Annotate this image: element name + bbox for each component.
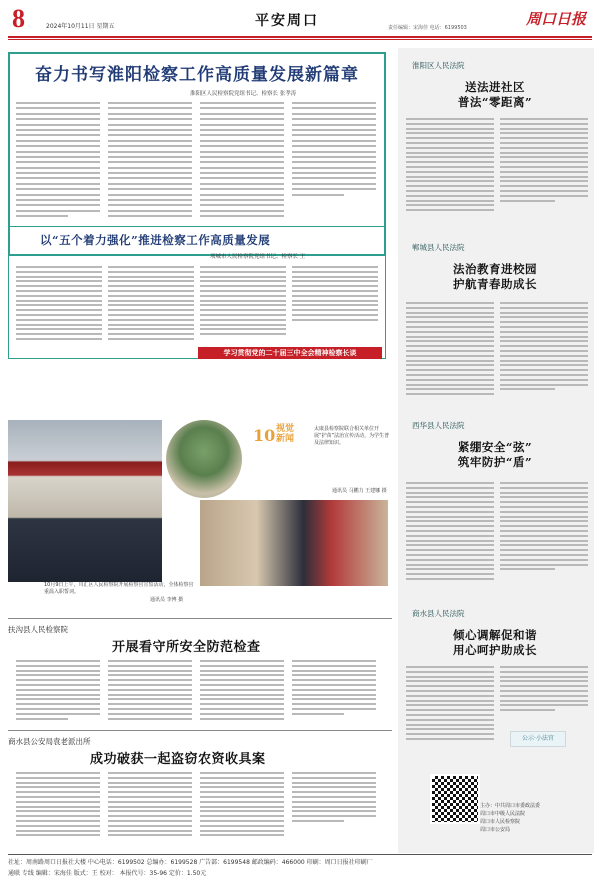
photo-campus-round: [166, 420, 242, 498]
article2-body-col3: [200, 266, 286, 346]
right-section2-body-col2: [500, 302, 588, 418]
right-section4-title-line2: 用心呵护助成长: [453, 643, 537, 657]
section2-body-col2: [108, 772, 192, 848]
section-title: 平安周口: [255, 13, 319, 29]
right-section1-body-col2: [500, 118, 588, 230]
page-number: 8: [12, 4, 25, 33]
right-stamp: 公示·小法官: [510, 731, 566, 747]
section1-body-col1: [16, 660, 100, 724]
lead-article-body-col2: [108, 102, 192, 222]
right-section2-title-line2: 护航青春助成长: [453, 277, 537, 291]
right-section3-unit: 西华县人民法院: [412, 421, 465, 430]
section2-unit: 商水县公安局袁老派出所: [8, 737, 91, 746]
right-section3-title[interactable]: [410, 440, 580, 470]
section1-body-col4: [292, 660, 376, 724]
right-section4-body-col2: [500, 666, 588, 728]
host-line-2: 周口市中级人民法院: [480, 811, 526, 817]
right-section3-body-col2: [500, 482, 588, 602]
article2-title[interactable]: 以“五个着力强化”推进检察工作高质量发展: [40, 233, 271, 247]
footer-address: 社址：周南路周口日报社大楼 中心电话：6199502 总编办：6199528 广告部：6199548 邮政编码：466000 印刷：周口日报社印刷厂: [8, 859, 373, 866]
right-section3-title-line2: 筑牢防护“盾”: [457, 455, 533, 469]
lead-article-body-col1: [16, 102, 100, 222]
host-line-4: 周口市公安局: [480, 827, 511, 833]
right-section2-title-line1: 法治教育进校园: [453, 262, 537, 276]
section2-body-col1: [16, 772, 100, 848]
series-banner: 学习贯彻党的二十届三中全会精神检察长谈: [198, 347, 382, 359]
right-section4-unit: 商水县人民法院: [412, 609, 465, 618]
lead-article-body-col4: [292, 102, 376, 222]
right-section4-body-col1: [406, 666, 494, 762]
editor-info: 责任编辑：宋海佳 电话：6199503: [388, 25, 467, 31]
section-divider-2: [8, 730, 392, 731]
video-news-label: [276, 424, 294, 444]
issue-date: 2024年10月11日 星期五: [46, 23, 115, 30]
photo-credit: 通讯员 李博 摄: [150, 597, 184, 603]
article2-byline: 项城市人民检察院党组书记、检察长 王: [210, 254, 306, 260]
right-section1-title-line1: 送法进社区: [465, 80, 525, 94]
section2-title[interactable]: 成功破获一起盗窃农资收具案: [90, 752, 266, 767]
right-section2-unit: 郸城县人民法院: [412, 243, 465, 252]
video-news-label-2: 新闻: [276, 434, 295, 444]
photo-school-event: [200, 500, 388, 586]
right-section2-body-col1: [406, 302, 494, 418]
header-rule-thin: [8, 39, 592, 40]
lead-article-title[interactable]: 奋力书写淮阳检察工作高质量发展新篇章: [35, 65, 359, 85]
right-section4-title-line1: 倾心调解促和谐: [453, 628, 537, 642]
right-section3-body-col1: [406, 482, 494, 602]
section1-body-col3: [200, 660, 284, 724]
header-rule: [8, 36, 592, 38]
video-news-credit: 通讯员 马鹏力 王建娜 摄: [332, 488, 387, 494]
right-section4-title[interactable]: [410, 628, 580, 658]
right-section3-title-line1: 紧绷安全“弦”: [457, 440, 533, 454]
host-line-1: 主办：中共周口市委政法委: [480, 803, 541, 809]
footer-rule: [8, 854, 592, 855]
article2-body-col4: [292, 266, 378, 346]
section2-body-col3: [200, 772, 284, 848]
right-section1-title-line2: 普法“零距离”: [457, 95, 533, 109]
section1-unit: 扶沟县人民检察院: [8, 625, 68, 634]
footer-editorial: 通联 专线 编辑：宋海佳 版式：王 校对： 本报代号：35-96 定价：1.50元: [8, 870, 207, 877]
video-news-number: 10: [253, 426, 276, 445]
right-section2-title[interactable]: [410, 262, 580, 292]
photo-prosecutor-oath: [8, 420, 162, 582]
qr-code[interactable]: [430, 774, 480, 824]
host-line-3: 周口市人民检察院: [480, 819, 521, 825]
host-info: [480, 802, 540, 834]
section1-title[interactable]: 开展看守所安全防范检查: [112, 640, 261, 655]
lead-article-byline: 淮阳区人民检察院党组书记、检察长 张孝涛: [190, 91, 297, 97]
newspaper-logo: 周口日报: [526, 10, 587, 28]
section2-body-col4: [292, 772, 376, 848]
right-section1-title[interactable]: [410, 80, 580, 110]
section-divider: [8, 618, 392, 619]
right-section1-body-col1: [406, 118, 494, 230]
video-news-label-1: 视觉: [276, 424, 295, 434]
photo-caption: 10月9日上午，川汇区人民检察院开展检察官宣誓活动，全体检察官重温入职誓词。: [44, 582, 194, 595]
video-news-caption: 太康县检察院联合相关单位开展“护苗”法治宣传活动，为学生普及法律知识。: [314, 426, 390, 446]
lead-article-body-col3: [200, 102, 284, 222]
article2-body-col1: [16, 266, 102, 346]
article2-body-col2: [108, 266, 194, 346]
section1-body-col2: [108, 660, 192, 724]
right-section1-unit: 淮阳区人民法院: [412, 61, 465, 70]
